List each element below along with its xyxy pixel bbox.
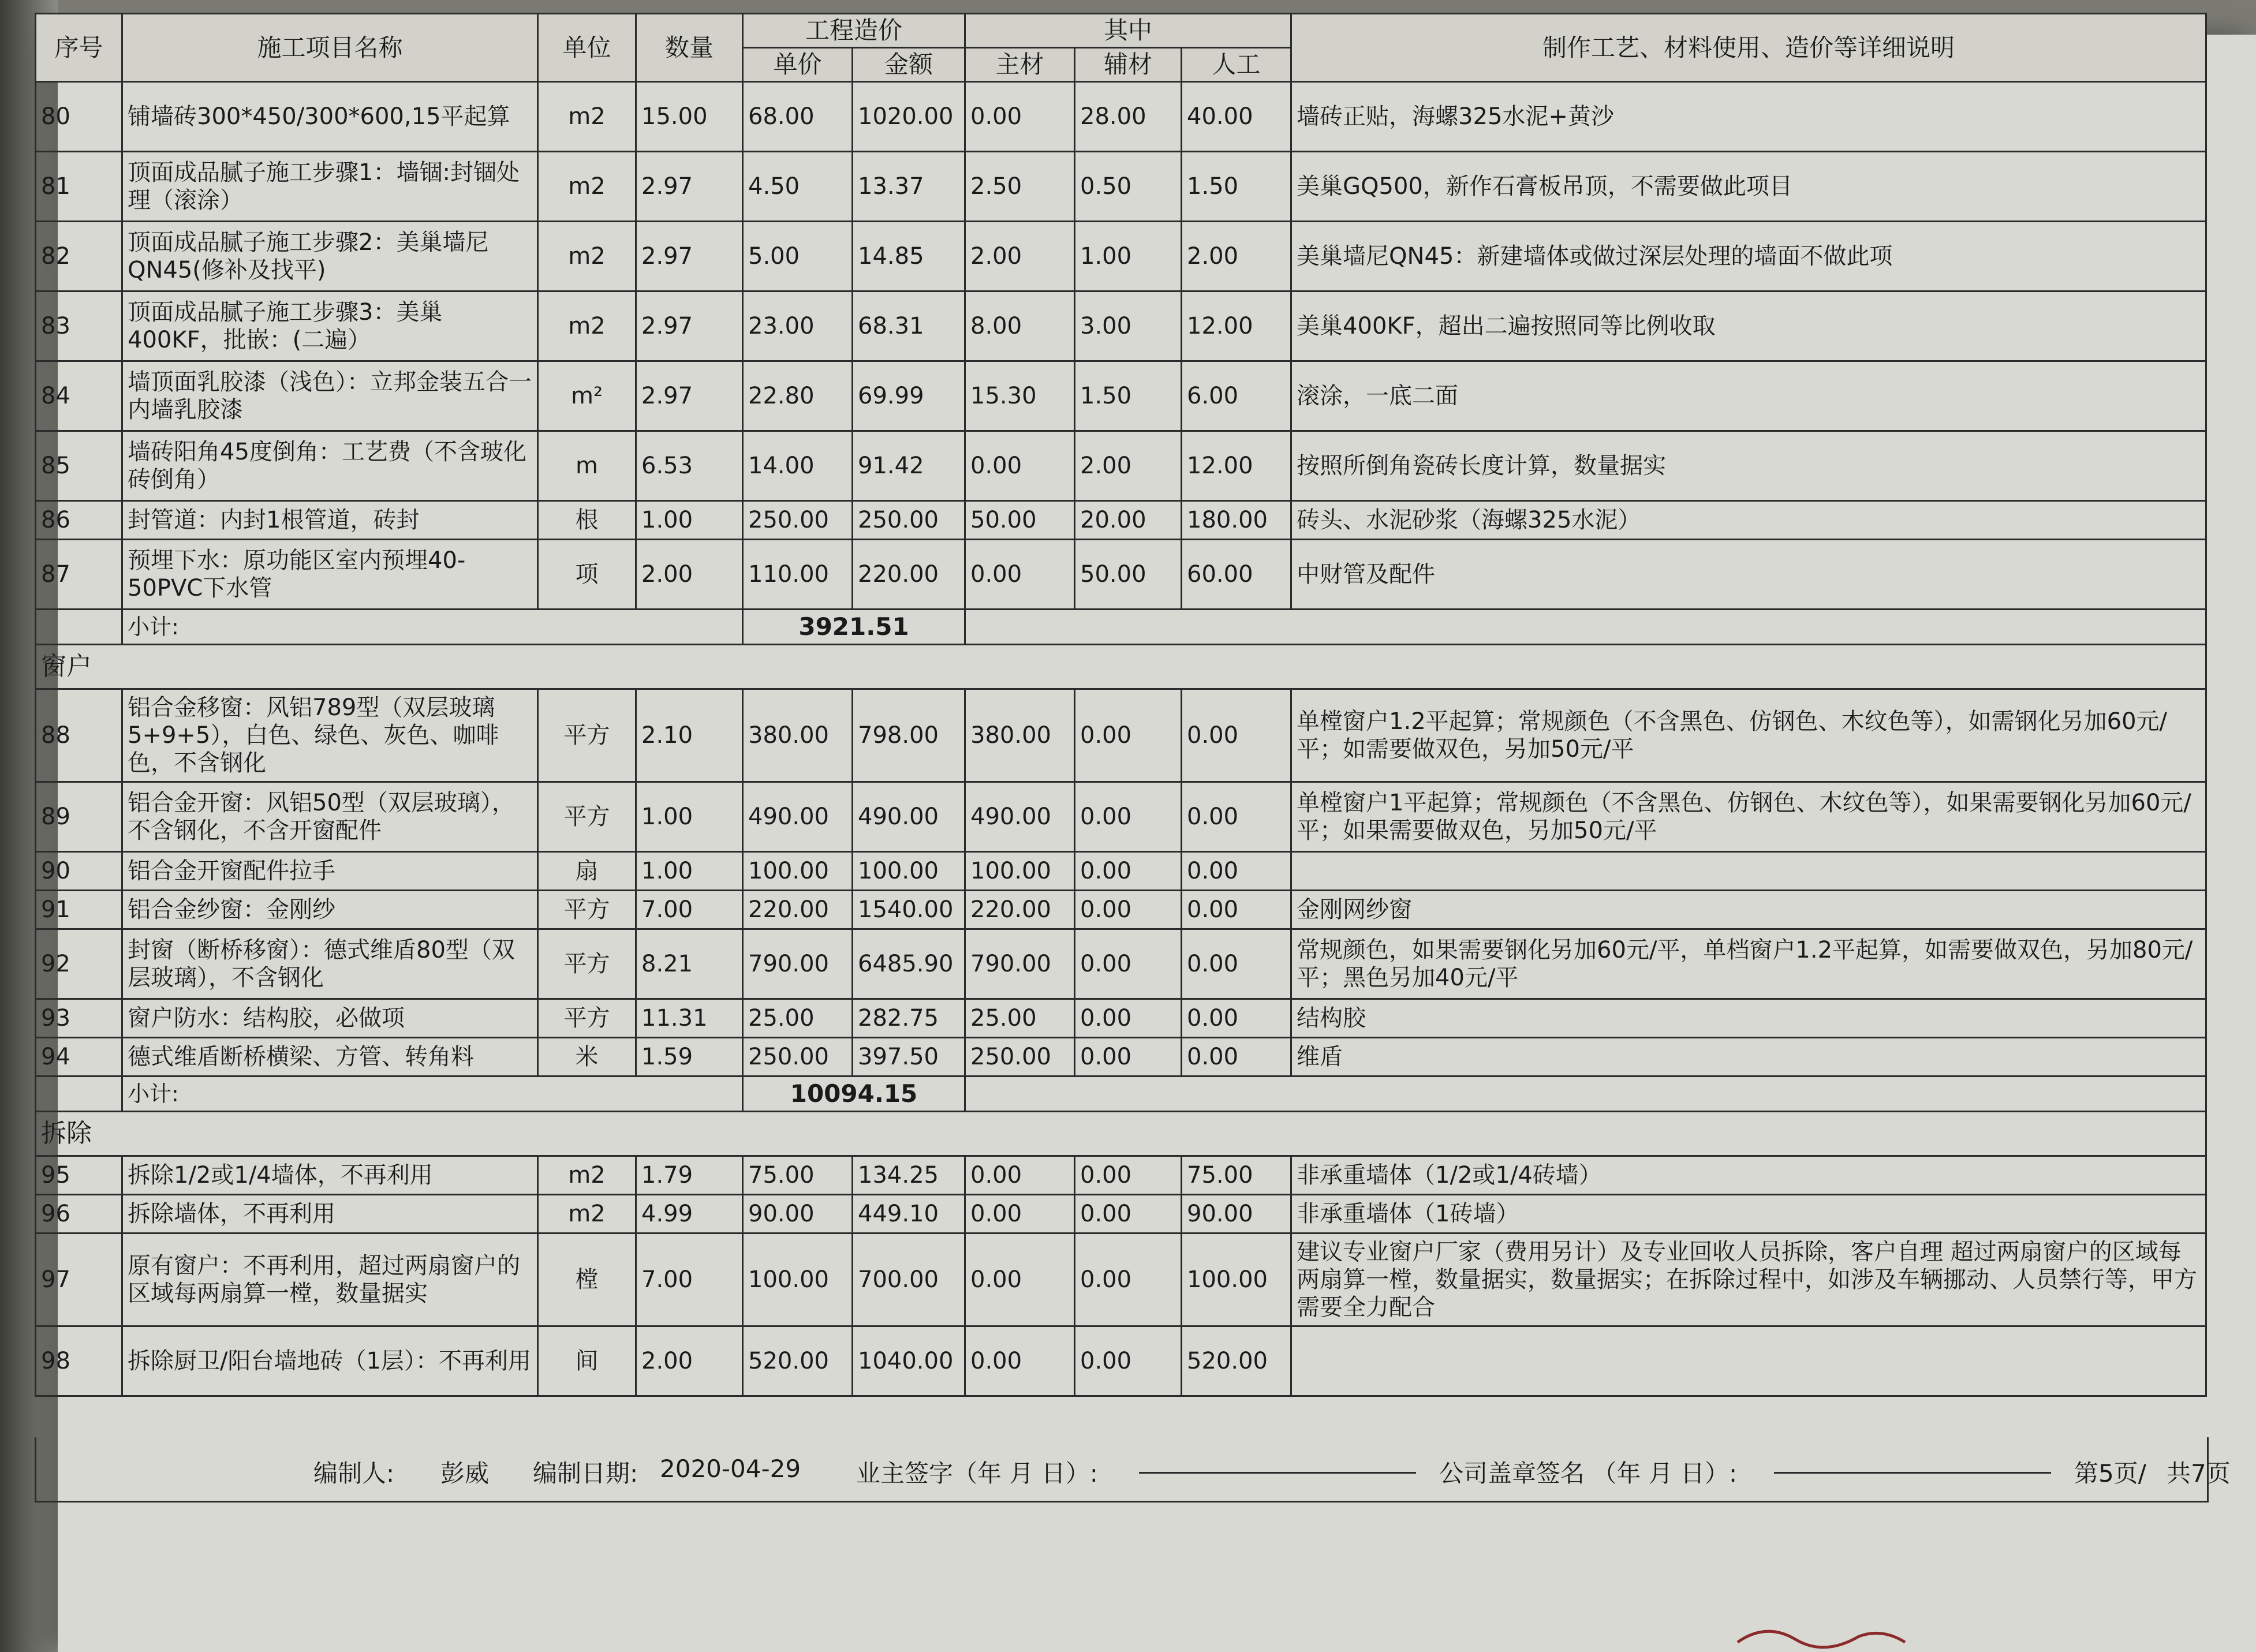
subtotal-row (36, 610, 2206, 645)
item-unit: m2 (538, 291, 636, 361)
item-unit-price: 250.00 (743, 1038, 853, 1077)
item-aux-material: 20.00 (1075, 501, 1182, 540)
item-qty: 7.00 (636, 1234, 743, 1326)
item-qty: 7.00 (636, 891, 743, 929)
header-unit-price: 单价 (743, 48, 853, 82)
item-aux-material: 0.00 (1075, 782, 1182, 852)
item-amount: 100.00 (853, 852, 965, 891)
item-unit-price: 22.80 (743, 361, 853, 431)
row-number: 87 (36, 540, 122, 610)
item-amount: 798.00 (853, 689, 965, 782)
table-row (36, 82, 2206, 152)
row-number: 81 (36, 152, 122, 222)
item-name: 墙砖阳角45度倒角：工艺费（不含玻化砖倒角） (122, 431, 538, 501)
table-row (36, 929, 2206, 999)
item-amount: 1040.00 (853, 1326, 965, 1396)
item-description: 常规颜色，如果需要钢化另加60元/平，单档窗户1.2平起算，如需要做双色，另加80元/平；黑色另加40元/平 (1291, 929, 2206, 999)
item-unit: 米 (538, 1038, 636, 1077)
item-main-material: 0.00 (965, 1234, 1075, 1326)
table-row (36, 152, 2206, 222)
item-qty: 2.97 (636, 361, 743, 431)
header-aux-material: 辅材 (1075, 48, 1182, 82)
item-unit: 项 (538, 540, 636, 610)
item-labor: 0.00 (1182, 929, 1291, 999)
row-number: 88 (36, 689, 122, 782)
item-unit: m2 (538, 1195, 636, 1234)
item-main-material: 2.00 (965, 222, 1075, 291)
item-unit: 平方 (538, 929, 636, 999)
item-aux-material: 0.00 (1075, 1195, 1182, 1234)
subtotal-value: 3921.51 (743, 610, 965, 645)
item-main-material: 380.00 (965, 689, 1075, 782)
item-name: 预埋下水：原功能区室内预埋40-50PVC下水管 (122, 540, 538, 610)
item-unit: m2 (538, 82, 636, 152)
subtotal-filler (965, 610, 2206, 645)
row-number: 98 (36, 1326, 122, 1396)
item-labor: 0.00 (1182, 782, 1291, 852)
item-main-material: 0.00 (965, 82, 1075, 152)
item-main-material: 0.00 (965, 431, 1075, 501)
subtotal-blank (36, 1077, 122, 1112)
item-main-material: 0.00 (965, 1156, 1075, 1195)
table-row (36, 891, 2206, 929)
item-aux-material: 2.00 (1075, 431, 1182, 501)
item-labor: 0.00 (1182, 689, 1291, 782)
item-labor: 1.50 (1182, 152, 1291, 222)
item-unit: 扇 (538, 852, 636, 891)
header-qty: 数量 (636, 14, 743, 82)
item-description (1291, 852, 2206, 891)
item-description: 滚涂，一底二面 (1291, 361, 2206, 431)
item-name: 拆除厨卫/阳台墙地砖（1层）：不再利用 (122, 1326, 538, 1396)
section-a-rows (36, 82, 2206, 610)
item-qty: 1.00 (636, 852, 743, 891)
item-description: 非承重墙体（1砖墙） (1291, 1195, 2206, 1234)
row-number: 86 (36, 501, 122, 540)
row-number: 84 (36, 361, 122, 431)
item-amount: 91.42 (853, 431, 965, 501)
item-amount: 490.00 (853, 782, 965, 852)
item-name: 铺墙砖300*450/300*600,15平起算 (122, 82, 538, 152)
item-name: 铝合金纱窗：金刚纱 (122, 891, 538, 929)
subtotal-value: 10094.15 (743, 1077, 965, 1112)
table-row (36, 1038, 2206, 1077)
subtotal-a (36, 610, 2206, 689)
item-main-material: 250.00 (965, 1038, 1075, 1077)
item-amount: 69.99 (853, 361, 965, 431)
row-number: 96 (36, 1195, 122, 1234)
row-number: 91 (36, 891, 122, 929)
item-labor: 90.00 (1182, 1195, 1291, 1234)
item-unit-price: 790.00 (743, 929, 853, 999)
quote-table (35, 13, 2207, 1397)
header-row-top (36, 14, 2206, 48)
header-amount: 金额 (853, 48, 965, 82)
item-aux-material: 3.00 (1075, 291, 1182, 361)
item-amount: 1540.00 (853, 891, 965, 929)
item-amount: 700.00 (853, 1234, 965, 1326)
item-unit-price: 250.00 (743, 501, 853, 540)
subtotal-blank (36, 610, 122, 645)
section-title-demolition: 拆除 (36, 1112, 2206, 1156)
item-labor: 0.00 (1182, 852, 1291, 891)
item-unit: m² (538, 361, 636, 431)
item-labor: 12.00 (1182, 291, 1291, 361)
subtotal-row (36, 1077, 2206, 1112)
row-number: 94 (36, 1038, 122, 1077)
item-aux-material: 0.00 (1075, 891, 1182, 929)
item-main-material: 0.00 (965, 1326, 1075, 1396)
handwritten-signature-mark (1732, 1616, 1963, 1651)
header-name: 施工项目名称 (122, 14, 538, 82)
item-amount: 282.75 (853, 999, 965, 1038)
item-unit-price: 380.00 (743, 689, 853, 782)
company-seal-line (1774, 1455, 2051, 1474)
company-seal-label: 公司盖章签名 （年 月 日）: (1439, 1459, 1738, 1487)
item-main-material: 490.00 (965, 782, 1075, 852)
item-qty: 1.00 (636, 501, 743, 540)
section-title-windows: 窗户 (36, 645, 2206, 689)
item-unit-price: 220.00 (743, 891, 853, 929)
item-aux-material: 0.00 (1075, 852, 1182, 891)
header-labor: 人工 (1182, 48, 1291, 82)
item-name: 拆除墙体，不再利用 (122, 1195, 538, 1234)
item-amount: 397.50 (853, 1038, 965, 1077)
item-labor: 60.00 (1182, 540, 1291, 610)
item-qty: 2.00 (636, 1326, 743, 1396)
item-name: 顶面成品腻子施工步骤2：美巢墙尼QN45(修补及找平) (122, 222, 538, 291)
item-unit: 樘 (538, 1234, 636, 1326)
item-aux-material: 28.00 (1075, 82, 1182, 152)
item-qty: 8.21 (636, 929, 743, 999)
item-unit-price: 490.00 (743, 782, 853, 852)
table-row (36, 1156, 2206, 1195)
item-aux-material: 0.00 (1075, 999, 1182, 1038)
item-qty: 2.97 (636, 152, 743, 222)
item-name: 铝合金开窗：风铝50型（双层玻璃），不含钢化，不含开窗配件 (122, 782, 538, 852)
table-row (36, 222, 2206, 291)
header-main-material: 主材 (965, 48, 1075, 82)
item-name: 顶面成品腻子施工步骤1：墙锢:封锢处理（滚涂） (122, 152, 538, 222)
item-name: 封窗（断桥移窗）：德式维盾80型（双层玻璃），不含钢化 (122, 929, 538, 999)
item-description: 中财管及配件 (1291, 540, 2206, 610)
item-aux-material: 1.00 (1075, 222, 1182, 291)
item-qty: 11.31 (636, 999, 743, 1038)
item-qty: 4.99 (636, 1195, 743, 1234)
item-description: 砖头、水泥砂浆（海螺325水泥） (1291, 501, 2206, 540)
item-amount: 250.00 (853, 501, 965, 540)
item-unit-price: 100.00 (743, 852, 853, 891)
table-row (36, 852, 2206, 891)
item-amount: 449.10 (853, 1195, 965, 1234)
table-row (36, 689, 2206, 782)
row-number: 83 (36, 291, 122, 361)
item-unit-price: 25.00 (743, 999, 853, 1038)
row-number: 97 (36, 1234, 122, 1326)
section-c-rows (36, 1156, 2206, 1396)
item-description: 按照所倒角瓷砖长度计算，数量据实 (1291, 431, 2206, 501)
item-name: 墙顶面乳胶漆（浅色）：立邦金装五合一内墙乳胶漆 (122, 361, 538, 431)
item-labor: 6.00 (1182, 361, 1291, 431)
compiler-label: 编制人: (313, 1459, 395, 1487)
item-main-material: 0.00 (965, 540, 1075, 610)
item-aux-material: 50.00 (1075, 540, 1182, 610)
item-unit-price: 23.00 (743, 291, 853, 361)
item-main-material: 50.00 (965, 501, 1075, 540)
item-description: 美巢墙尼QN45：新建墙体或做过深层处理的墙面不做此项 (1291, 222, 2206, 291)
row-number: 93 (36, 999, 122, 1038)
date-value: 2020-04-29 (660, 1455, 801, 1483)
item-qty: 15.00 (636, 82, 743, 152)
date-label: 编制日期: (533, 1459, 638, 1487)
item-main-material: 0.00 (965, 1195, 1075, 1234)
item-unit: 间 (538, 1326, 636, 1396)
item-name: 原有窗户：不再利用，超过两扇窗户的区域每两扇算一樘，数量据实 (122, 1234, 538, 1326)
item-name: 拆除1/2或1/4墙体，不再利用 (122, 1156, 538, 1195)
item-qty: 1.00 (636, 782, 743, 852)
owner-sign-label: 业主签字（年 月 日）: (856, 1459, 1098, 1487)
item-unit-price: 100.00 (743, 1234, 853, 1326)
item-qty: 2.97 (636, 222, 743, 291)
row-number: 95 (36, 1156, 122, 1195)
item-amount: 13.37 (853, 152, 965, 222)
table-row (36, 1234, 2206, 1326)
item-aux-material: 0.50 (1075, 152, 1182, 222)
item-qty: 1.79 (636, 1156, 743, 1195)
item-description: 美巢400KF，超出二遍按照同等比例收取 (1291, 291, 2206, 361)
owner-sign-line (1139, 1455, 1416, 1474)
item-labor: 0.00 (1182, 1038, 1291, 1077)
table-row (36, 1326, 2206, 1396)
table-row (36, 1195, 2206, 1234)
item-qty: 6.53 (636, 431, 743, 501)
subtotal-filler (965, 1077, 2206, 1112)
item-amount: 220.00 (853, 540, 965, 610)
item-description: 金刚网纱窗 (1291, 891, 2206, 929)
item-amount: 68.31 (853, 291, 965, 361)
page-footer (35, 1437, 2231, 1503)
item-unit: 根 (538, 501, 636, 540)
item-unit: m2 (538, 222, 636, 291)
item-main-material: 8.00 (965, 291, 1075, 361)
item-name: 铝合金移窗：风铝789型（双层玻璃5+9+5），白色、绿色、灰色、咖啡色，不含钢化 (122, 689, 538, 782)
item-description (1291, 1326, 2206, 1396)
item-labor: 75.00 (1182, 1156, 1291, 1195)
header-unit: 单位 (538, 14, 636, 82)
item-unit: m2 (538, 1156, 636, 1195)
subtotal-label: 小计: (122, 610, 743, 645)
item-unit: 平方 (538, 891, 636, 929)
section-header-row (36, 1112, 2206, 1156)
table-row (36, 361, 2206, 431)
item-unit-price: 110.00 (743, 540, 853, 610)
item-unit: m (538, 431, 636, 501)
item-aux-material: 0.00 (1075, 1326, 1182, 1396)
item-description: 美巢GQ500，新作石膏板吊顶，不需要做此项目 (1291, 152, 2206, 222)
item-name: 封管道：内封1根管道，砖封 (122, 501, 538, 540)
row-number: 80 (36, 82, 122, 152)
item-description: 单樘窗户1平起算；常规颜色（不含黑色、仿钢色、木纹色等），如果需要钢化另加60元/平；如果需要做双色，另加50元/平 (1291, 782, 2206, 852)
item-main-material: 790.00 (965, 929, 1075, 999)
item-qty: 2.10 (636, 689, 743, 782)
item-labor: 0.00 (1182, 891, 1291, 929)
item-description: 非承重墙体（1/2或1/4砖墙） (1291, 1156, 2206, 1195)
item-description: 墙砖正贴，海螺325水泥+黄沙 (1291, 82, 2206, 152)
item-name: 德式维盾断桥横梁、方管、转角料 (122, 1038, 538, 1077)
item-main-material: 15.30 (965, 361, 1075, 431)
header-cost-group: 工程造价 (743, 14, 965, 48)
item-labor: 100.00 (1182, 1234, 1291, 1326)
header-seq: 序号 (36, 14, 122, 82)
item-unit-price: 90.00 (743, 1195, 853, 1234)
table-row (36, 540, 2206, 610)
table-row (36, 501, 2206, 540)
item-amount: 1020.00 (853, 82, 965, 152)
item-aux-material: 0.00 (1075, 1234, 1182, 1326)
item-description: 建议专业窗户厂家（费用另计）及专业回收人员拆除，客户自理 超过两扇窗户的区域每两扇算一樘，数量据实，数量据实；在拆除过程中，如涉及车辆挪动、人员禁行等，甲方需要全力配合 (1291, 1234, 2206, 1326)
item-labor: 0.00 (1182, 999, 1291, 1038)
row-number: 90 (36, 852, 122, 891)
table-row (36, 431, 2206, 501)
item-main-material: 100.00 (965, 852, 1075, 891)
row-number: 82 (36, 222, 122, 291)
item-unit-price: 4.50 (743, 152, 853, 222)
table-row (36, 291, 2206, 361)
item-labor: 12.00 (1182, 431, 1291, 501)
section-b-rows (36, 689, 2206, 1077)
item-unit: 平方 (538, 782, 636, 852)
item-labor: 180.00 (1182, 501, 1291, 540)
header-desc: 制作工艺、材料使用、造价等详细说明 (1291, 14, 2206, 82)
item-aux-material: 0.00 (1075, 929, 1182, 999)
item-aux-material: 0.00 (1075, 689, 1182, 782)
item-description: 单樘窗户1.2平起算；常规颜色（不含黑色、仿钢色、木纹色等），如需钢化另加60元/平；如需要做双色，另加50元/平 (1291, 689, 2206, 782)
item-name: 铝合金开窗配件拉手 (122, 852, 538, 891)
item-name: 窗户防水：结构胶，必做项 (122, 999, 538, 1038)
table-row (36, 999, 2206, 1038)
table-row (36, 782, 2206, 852)
item-main-material: 25.00 (965, 999, 1075, 1038)
item-description: 结构胶 (1291, 999, 2206, 1038)
subtotal-b (36, 1077, 2206, 1156)
row-number: 85 (36, 431, 122, 501)
row-number: 89 (36, 782, 122, 852)
item-amount: 134.25 (853, 1156, 965, 1195)
item-qty: 1.59 (636, 1038, 743, 1077)
item-unit-price: 520.00 (743, 1326, 853, 1396)
item-name: 顶面成品腻子施工步骤3：美巢400KF，批嵌：(二遍） (122, 291, 538, 361)
item-aux-material: 0.00 (1075, 1038, 1182, 1077)
compiler-name: 彭威 (440, 1459, 490, 1487)
page-number: 第5页/ (2074, 1459, 2146, 1487)
item-main-material: 220.00 (965, 891, 1075, 929)
item-unit-price: 14.00 (743, 431, 853, 501)
item-aux-material: 0.00 (1075, 1156, 1182, 1195)
item-unit: m2 (538, 152, 636, 222)
header-breakdown-group: 其中 (965, 14, 1291, 48)
item-labor: 520.00 (1182, 1326, 1291, 1396)
item-amount: 14.85 (853, 222, 965, 291)
item-description: 维盾 (1291, 1038, 2206, 1077)
item-aux-material: 1.50 (1075, 361, 1182, 431)
item-unit-price: 68.00 (743, 82, 853, 152)
item-unit-price: 5.00 (743, 222, 853, 291)
item-qty: 2.00 (636, 540, 743, 610)
row-number: 92 (36, 929, 122, 999)
item-amount: 6485.90 (853, 929, 965, 999)
page-total: 共7页 (2167, 1459, 2231, 1487)
item-unit-price: 75.00 (743, 1156, 853, 1195)
item-unit: 平方 (538, 999, 636, 1038)
subtotal-label: 小计: (122, 1077, 743, 1112)
item-labor: 40.00 (1182, 82, 1291, 152)
item-qty: 2.97 (636, 291, 743, 361)
item-main-material: 2.50 (965, 152, 1075, 222)
section-header-row (36, 645, 2206, 689)
item-labor: 2.00 (1182, 222, 1291, 291)
item-unit: 平方 (538, 689, 636, 782)
